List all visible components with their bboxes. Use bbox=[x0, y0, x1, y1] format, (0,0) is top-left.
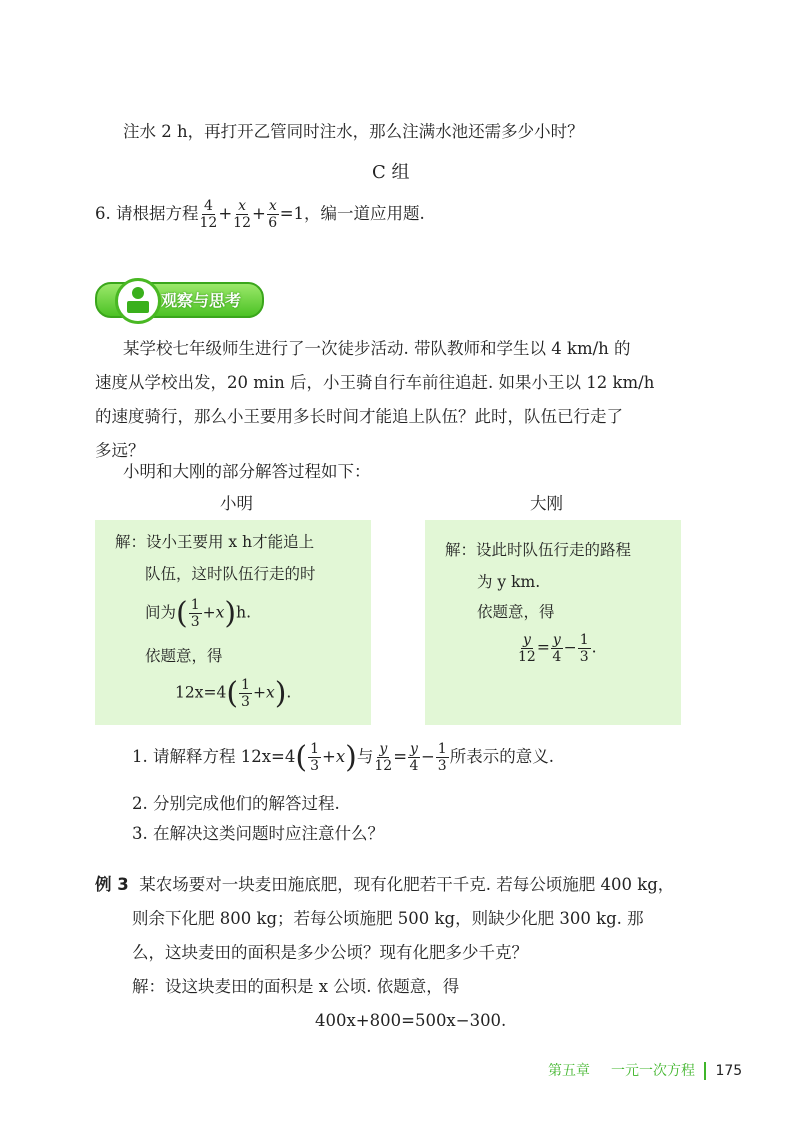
num: y bbox=[410, 741, 418, 757]
line: 解：设此时队伍行走的路程 bbox=[445, 541, 632, 559]
den: 3 bbox=[437, 758, 447, 774]
xiaoming-heading: 小明 bbox=[220, 494, 253, 513]
t: +x bbox=[252, 683, 275, 702]
num: y bbox=[522, 632, 531, 648]
den: 12 bbox=[199, 215, 218, 231]
q6-prefix: 6. 请根据方程 bbox=[95, 204, 199, 223]
num: y bbox=[552, 632, 561, 648]
fraction bbox=[267, 198, 279, 231]
line: 么，这块麦田的面积是多少公顷？现有化肥多少千克？ bbox=[132, 943, 528, 962]
t: 1. 请解释方程 12x=4 bbox=[132, 747, 296, 766]
den: 3 bbox=[241, 694, 250, 710]
problem-line: 多远？ bbox=[95, 441, 145, 460]
equation: 12x=4( $\frac{1}{3}$ +x). bbox=[175, 676, 292, 711]
fraction bbox=[233, 198, 251, 231]
reader-icon bbox=[115, 278, 161, 324]
intro-line: 小明和大刚的部分解答过程如下： bbox=[123, 462, 371, 481]
fraction bbox=[239, 677, 252, 710]
question-1: 1. 请解释方程 12x=4( $\frac{1}{3}$ +x)与 $\frac{y}{12}$ = $\frac{y}{4}$ − $\frac{1}{3}$ 所表示的意义. bbox=[132, 740, 554, 775]
t: = bbox=[393, 747, 408, 766]
fraction bbox=[551, 632, 563, 665]
footer-chapter: 第五章 bbox=[548, 1063, 590, 1079]
t: 所表示的意义. bbox=[449, 747, 554, 766]
fraction bbox=[189, 597, 202, 630]
line: 为 y km. bbox=[477, 573, 541, 591]
page-number: 175 bbox=[715, 1063, 743, 1079]
fraction bbox=[578, 632, 591, 665]
t: . bbox=[286, 683, 292, 702]
example-3 bbox=[95, 868, 674, 1038]
question-3: 3. 在解决这类问题时应注意什么？ bbox=[132, 824, 384, 843]
fraction bbox=[374, 741, 392, 774]
op: + bbox=[218, 204, 233, 223]
den: 12 bbox=[518, 649, 536, 665]
q6-suffix: =1，编一道应用题. bbox=[279, 204, 425, 223]
example-label: 例 3 bbox=[95, 875, 129, 894]
t: 与 bbox=[356, 747, 374, 766]
footer-divider bbox=[704, 1062, 706, 1080]
line: 依题意，得 bbox=[145, 647, 223, 665]
num: x bbox=[238, 198, 247, 214]
den: 12 bbox=[233, 215, 251, 231]
problem-text bbox=[95, 332, 655, 468]
den: 4 bbox=[409, 758, 419, 774]
fraction bbox=[308, 741, 321, 774]
num: 1 bbox=[190, 597, 200, 613]
num: 1 bbox=[579, 632, 589, 648]
line: 则余下化肥 800 kg；若每公顷施肥 500 kg，则缺少化肥 300 kg. 那 bbox=[132, 909, 644, 928]
den: 12 bbox=[374, 758, 393, 774]
op: + bbox=[251, 204, 266, 223]
line: 间为( $\frac{1}{3}$ +x)h. bbox=[145, 596, 252, 631]
group-heading: C 组 bbox=[372, 162, 410, 183]
t: − bbox=[420, 747, 435, 766]
line: 解：设这块麦田的面积是 x 公顷. 依题意，得 bbox=[132, 977, 460, 996]
fraction bbox=[408, 741, 420, 774]
num: 1 bbox=[241, 677, 250, 693]
observe-think-badge bbox=[95, 282, 264, 318]
fraction bbox=[200, 198, 218, 231]
problem-line: 速度从学校出发，20 min 后，小王骑自行车前往追赶. 如果小王以 12 km/h bbox=[95, 373, 655, 392]
footer bbox=[548, 1060, 742, 1080]
den: 3 bbox=[310, 758, 319, 774]
t: +x bbox=[322, 747, 346, 766]
t: h. bbox=[236, 603, 252, 622]
den: 3 bbox=[579, 649, 589, 665]
fraction bbox=[518, 632, 536, 665]
question-2: 2. 分别完成他们的解答过程. bbox=[132, 794, 340, 813]
equation bbox=[517, 632, 597, 665]
num: 4 bbox=[203, 198, 213, 214]
footer-title: 一元一次方程 bbox=[610, 1063, 695, 1079]
num: x bbox=[268, 198, 277, 214]
equation: 400x+800=500x−300. bbox=[315, 1011, 507, 1030]
line: 队伍，这时队伍行走的时 bbox=[145, 565, 316, 583]
line: 依题意，得 bbox=[477, 603, 555, 621]
t: +x bbox=[202, 603, 225, 622]
dagang-heading: 大刚 bbox=[530, 494, 563, 513]
den: 3 bbox=[190, 614, 200, 630]
top-line: 注水 2 h，再打开乙管同时注水，那么注满水池还需多少小时？ bbox=[123, 122, 584, 141]
problem-line: 某学校七年级师生进行了一次徒步活动. 带队教师和学生以 4 km/h 的 bbox=[123, 339, 631, 358]
t: 12x=4 bbox=[175, 683, 227, 702]
badge-label: 观察与思考 bbox=[161, 291, 242, 310]
den: 6 bbox=[268, 215, 278, 231]
fraction bbox=[436, 741, 449, 774]
line: 解：设小王要用 x h才能追上 bbox=[115, 533, 315, 551]
question-6 bbox=[95, 198, 425, 231]
xiaoming-solution-box bbox=[95, 520, 371, 725]
t: 间为 bbox=[145, 603, 177, 622]
num: 1 bbox=[310, 741, 319, 757]
problem-line: 的速度骑行，那么小王要用多长时间才能追上队伍？此时，队伍已行走了 bbox=[95, 407, 623, 426]
t: = bbox=[536, 638, 550, 657]
t: . bbox=[591, 638, 597, 657]
num: y bbox=[379, 741, 388, 757]
num: 1 bbox=[437, 741, 447, 757]
den: 4 bbox=[552, 649, 562, 665]
line: 某农场要对一块麦田施底肥，现有化肥若干千克. 若每公顷施肥 400 kg， bbox=[139, 875, 675, 894]
t: − bbox=[563, 638, 577, 657]
dagang-solution-box bbox=[425, 520, 681, 725]
